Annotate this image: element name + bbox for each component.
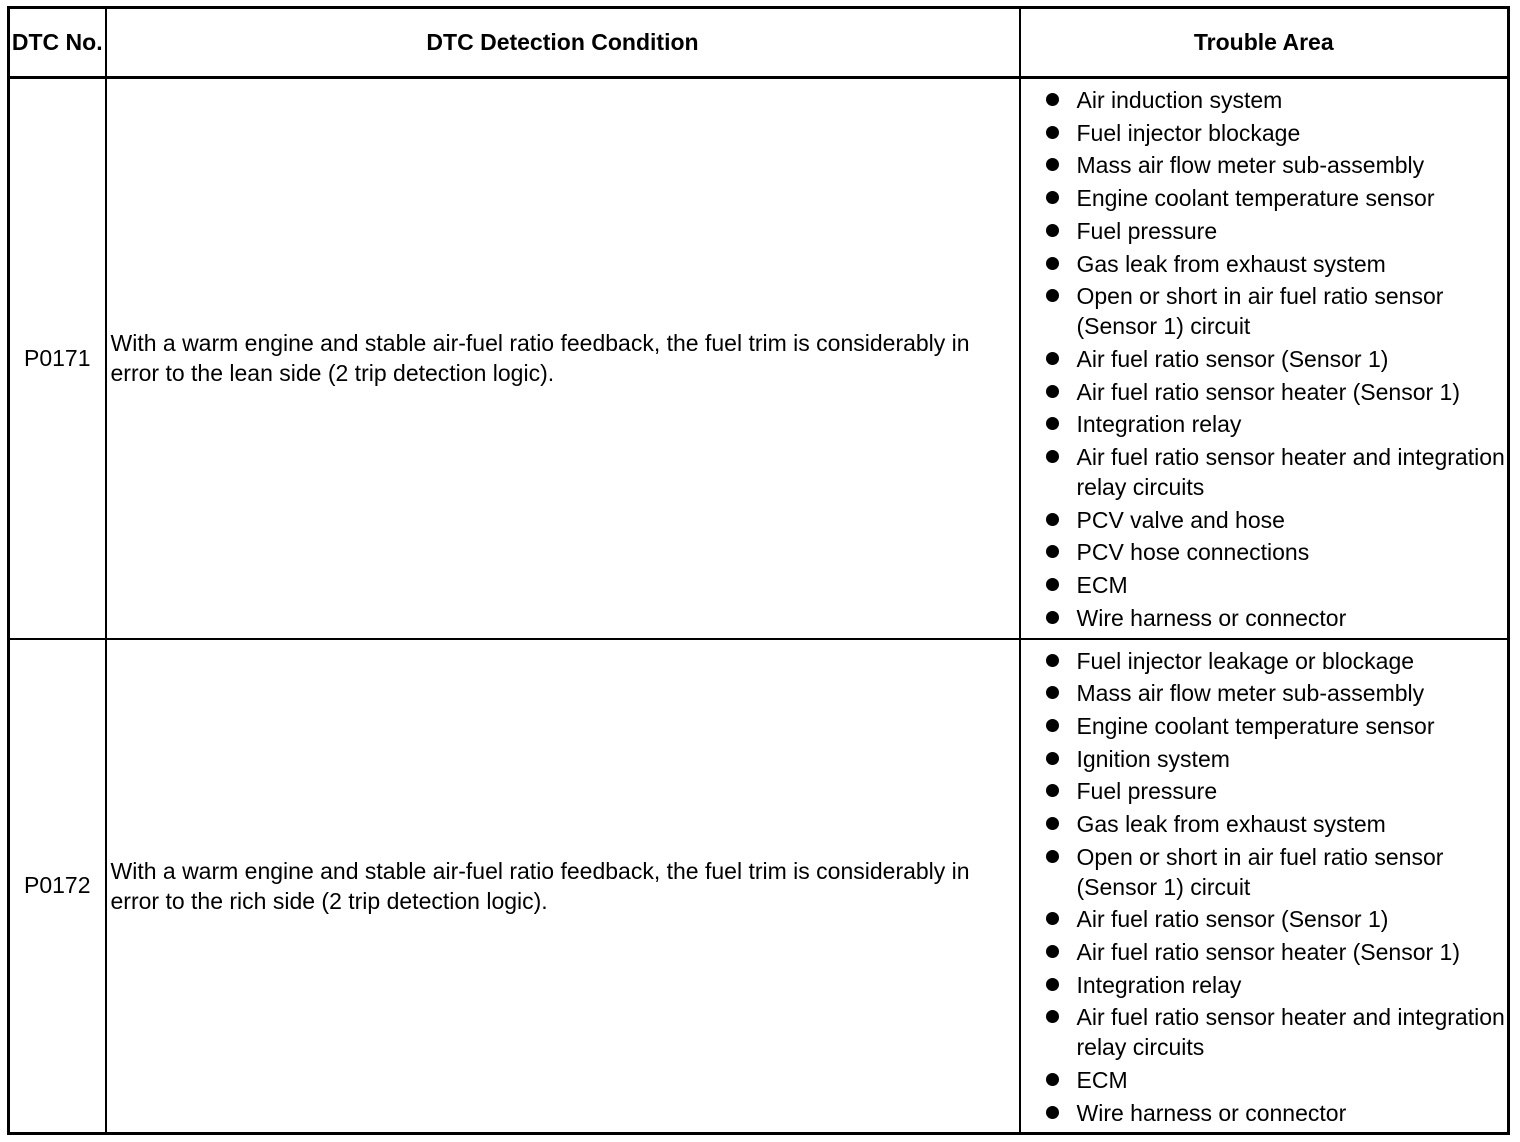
bullet-icon (1046, 513, 1059, 526)
trouble-area-item (1043, 646, 1508, 676)
trouble-area-text: Fuel injector leakage or blockage (1076, 647, 1415, 674)
trouble-area-text: Fuel injector blockage (1076, 119, 1301, 146)
trouble-area-text: PCV valve and hose (1076, 506, 1285, 533)
trouble-area-text: Engine coolant temperature sensor (1076, 185, 1435, 212)
trouble-area-text: ECM (1076, 572, 1128, 599)
trouble-area-text: Air fuel ratio sensor heater and integration relay circuits (1076, 1004, 1505, 1061)
bullet-icon (1046, 752, 1059, 765)
bullet-icon (1046, 686, 1059, 699)
trouble-area-item (1043, 711, 1508, 741)
trouble-area-text: Air induction system (1076, 87, 1283, 114)
trouble-area-item (1043, 1098, 1508, 1128)
trouble-area-list (1021, 79, 1508, 637)
trouble-area-item (1043, 249, 1508, 279)
bullet-icon (1046, 191, 1059, 204)
dtc-code: P0172 (9, 639, 106, 1134)
bullet-icon (1046, 611, 1059, 624)
trouble-area-item (1043, 377, 1508, 407)
trouble-area-text: Fuel pressure (1076, 217, 1218, 244)
table-row (9, 78, 1509, 639)
trouble-area-item (1043, 118, 1508, 148)
bullet-icon (1046, 578, 1059, 591)
bullet-icon (1046, 817, 1059, 830)
header-row (9, 8, 1509, 78)
trouble-area-item (1043, 409, 1508, 439)
trouble-area-item (1043, 216, 1508, 246)
trouble-area-item (1043, 150, 1508, 180)
trouble-area-item (1043, 937, 1508, 967)
bullet-icon (1046, 417, 1059, 430)
header-detection-condition: DTC Detection Condition (106, 8, 1020, 78)
trouble-area-item (1043, 970, 1508, 1000)
trouble-area-item (1043, 537, 1508, 567)
trouble-area-text: Air fuel ratio sensor heater (Sensor 1) (1076, 378, 1461, 405)
bullet-icon (1046, 978, 1059, 991)
bullet-icon (1046, 1010, 1059, 1023)
table-row (9, 639, 1509, 1134)
trouble-area-list (1021, 640, 1508, 1133)
bullet-icon (1046, 945, 1059, 958)
trouble-area-text: Mass air flow meter sub-assembly (1076, 152, 1425, 179)
bullet-icon (1046, 450, 1059, 463)
bullet-icon (1046, 784, 1059, 797)
bullet-icon (1046, 912, 1059, 925)
trouble-area-text: Wire harness or connector (1076, 1099, 1347, 1126)
trouble-area-text: PCV hose connections (1076, 539, 1310, 566)
bullet-icon (1046, 545, 1059, 558)
trouble-area-text: Open or short in air fuel ratio sensor (Sensor 1) circuit (1076, 283, 1444, 340)
trouble-area-text: Air fuel ratio sensor heater and integration relay circuits (1076, 443, 1505, 500)
trouble-area-text: Air fuel ratio sensor (Sensor 1) (1076, 906, 1389, 933)
trouble-area-item (1043, 442, 1508, 502)
trouble-area-item (1043, 776, 1508, 806)
trouble-area-item (1043, 603, 1508, 633)
detection-condition: With a warm engine and stable air-fuel ratio feedback, the fuel trim is considerably in error to the lean side (2 trip detection logic). (106, 78, 1020, 639)
bullet-icon (1046, 224, 1059, 237)
bullet-icon (1046, 158, 1059, 171)
detection-condition: With a warm engine and stable air-fuel ratio feedback, the fuel trim is considerably in error to the rich side (2 trip detection logic). (106, 639, 1020, 1134)
header-dtc-no: DTC No. (9, 8, 106, 78)
trouble-area-item (1043, 1065, 1508, 1095)
bullet-icon (1046, 93, 1059, 106)
bullet-icon (1046, 719, 1059, 732)
trouble-area-item (1043, 570, 1508, 600)
trouble-area-text: Integration relay (1076, 411, 1242, 438)
bullet-icon (1046, 289, 1059, 302)
trouble-area-text: Engine coolant temperature sensor (1076, 712, 1435, 739)
dtc-table (7, 6, 1510, 1135)
trouble-area-text: Air fuel ratio sensor heater (Sensor 1) (1076, 939, 1461, 965)
trouble-area-cell (1020, 78, 1509, 639)
trouble-area-text: Mass air flow meter sub-assembly (1076, 680, 1425, 707)
trouble-area-item (1043, 505, 1508, 535)
trouble-area-text: Gas leak from exhaust system (1076, 810, 1386, 837)
trouble-area-item (1043, 1002, 1508, 1062)
trouble-area-item (1043, 85, 1508, 115)
trouble-area-item (1043, 344, 1508, 374)
trouble-area-text: Wire harness or connector (1076, 604, 1347, 631)
trouble-area-item (1043, 183, 1508, 213)
trouble-area-text: Integration relay (1076, 971, 1242, 998)
trouble-area-item (1043, 809, 1508, 839)
trouble-area-cell (1020, 639, 1509, 1134)
trouble-area-item (1043, 744, 1508, 774)
trouble-area-item (1043, 678, 1508, 708)
bullet-icon (1046, 126, 1059, 139)
dtc-code: P0171 (9, 78, 106, 639)
trouble-area-text: Fuel pressure (1076, 778, 1218, 805)
trouble-area-text: Air fuel ratio sensor (Sensor 1) (1076, 345, 1389, 372)
trouble-area-text: Open or short in air fuel ratio sensor (Sensor 1) circuit (1076, 843, 1444, 900)
trouble-area-text: ECM (1076, 1067, 1128, 1094)
trouble-area-item (1043, 281, 1508, 341)
bullet-icon (1046, 257, 1059, 270)
trouble-area-text: Gas leak from exhaust system (1076, 250, 1386, 277)
bullet-icon (1046, 850, 1059, 863)
header-trouble-area: Trouble Area (1020, 8, 1509, 78)
trouble-area-item (1043, 842, 1508, 902)
bullet-icon (1046, 352, 1059, 365)
bullet-icon (1046, 654, 1059, 667)
trouble-area-item (1043, 904, 1508, 934)
bullet-icon (1046, 1073, 1059, 1086)
bullet-icon (1046, 385, 1059, 398)
trouble-area-text: Ignition system (1076, 745, 1230, 772)
bullet-icon (1046, 1106, 1059, 1119)
